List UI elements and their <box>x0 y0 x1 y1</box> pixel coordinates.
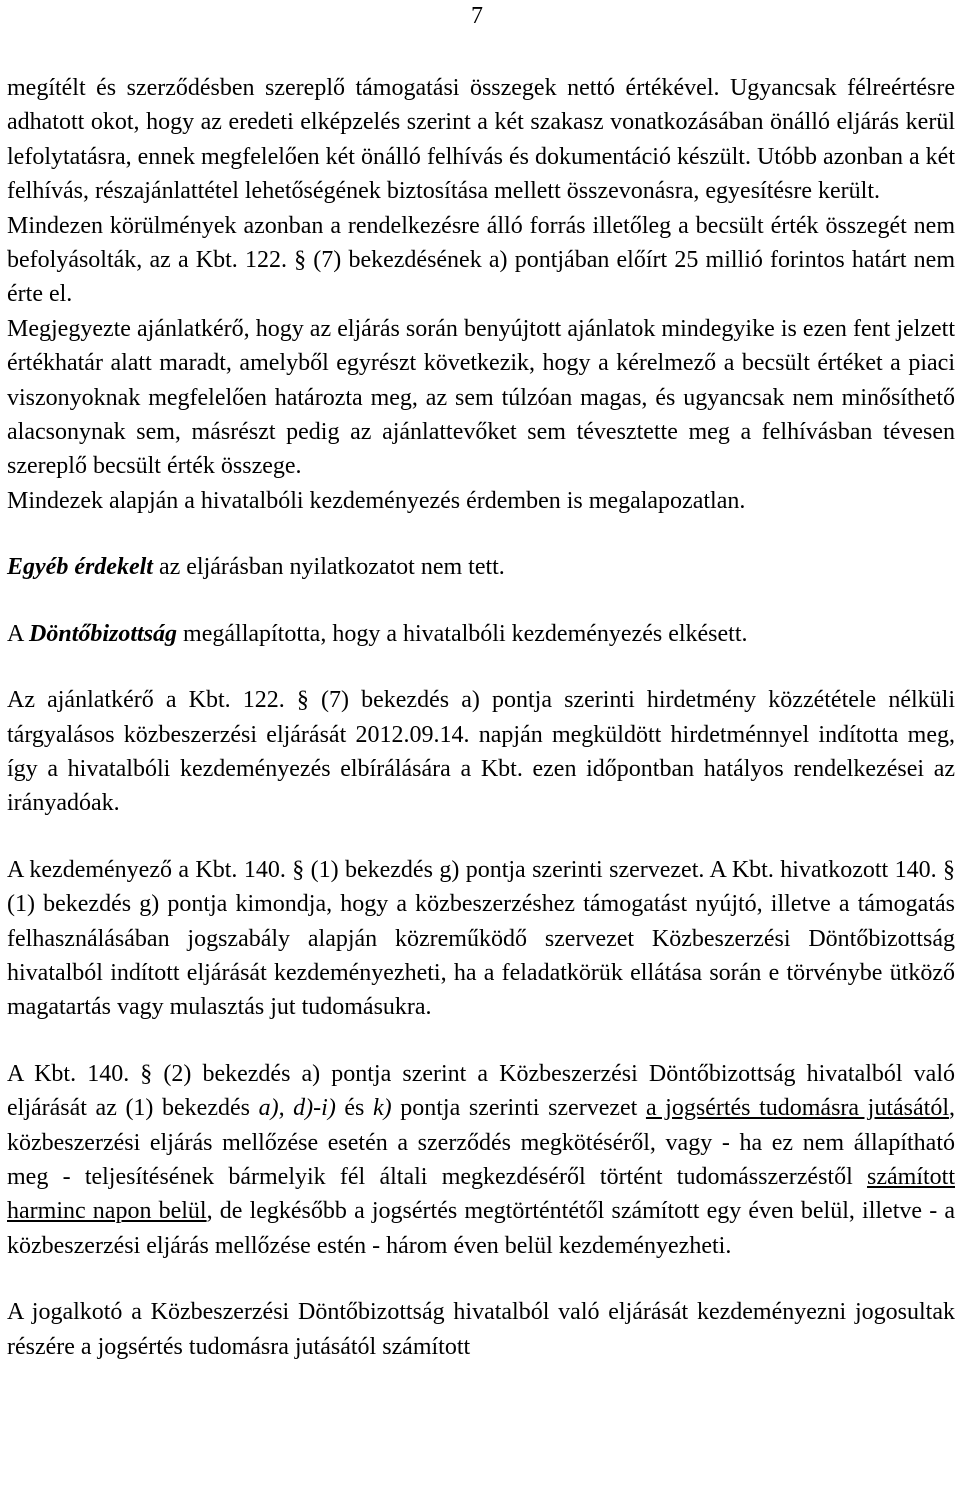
text-run: A Kbt. 140. § (2) bekezdés a) pontja szerint a Közbeszerzési Döntőbizottság hivatalból való eljárását az (1) bekezdés <box>7 1060 955 1122</box>
paragraph-9 <box>7 1057 955 1263</box>
italic-run: k) <box>373 1095 392 1122</box>
underlined-run: számított harminc napon belül <box>7 1163 955 1225</box>
paragraph-10: A jogalkotó a Közbeszerzési Döntőbizottság hivatalból való eljárását kezdeményezni jogosultak részére a jogsértés tudomásra jutásától számított <box>7 1299 955 1360</box>
text-run: és <box>335 1095 373 1122</box>
underlined-run: a jogsértés tudomásra jutásától <box>645 1095 949 1122</box>
paragraph-4: Mindezek alapján a hivatalbóli kezdeményezés érdemben is megalapozatlan. <box>7 487 746 514</box>
bold-italic-term: Egyéb érdekelt <box>7 554 153 581</box>
paragraph-6 <box>7 617 955 651</box>
document-body <box>7 71 955 1364</box>
paragraph-8: A kezdeményező a Kbt. 140. § (1) bekezdés g) pontja szerinti szervezet. A Kbt. hivatkozott 140. § (1) bekezdés g) pontja kimondja, hogy a közbeszerzéshez támogatást nyújtó, illetve a támogatás felhasználásában jogszabály alapján közreműködő szervezet Közbeszerzési Döntőbizottság hivatalból indított eljárását kezdeményezheti, ha a feladatkörük ellátása során e törvénybe ütköző magatartás vagy mulasztás jut tudomásukra. <box>7 856 955 1021</box>
text-run: pontja szerinti szervezet <box>391 1095 646 1122</box>
text-run: az eljárásban nyilatkozatot nem tett. <box>152 554 505 581</box>
bold-italic-term: Döntőbizottság <box>29 620 178 647</box>
paragraph-7: Az ajánlatkérő a Kbt. 122. § (7) bekezdés a) pontja szerinti hirdetmény közzététele nélküli tárgyalásos közbeszerzési eljárását 2012.09.14. napján megküldött hirdetménnyel indította meg, így a hivatalbóli kezdeményezés elbírálására a Kbt. ezen időpontban hatályos rendelkezései az irányadóak. <box>7 687 955 817</box>
paragraph-5 <box>7 550 955 584</box>
paragraph-1: megítélt és szerződésben szereplő támogatási összegek nettó értékével. Ugyancsak félreértésre adhatott okot, hogy az eredeti elképzelés szerint a két szakasz vonatkozásában önálló eljárás kerül lefolytatásra, ennek megfelelően két önálló felhívás és dokumentáció készült. Utóbb azonban a két felhívás, részajánlattétel lehetőségének biztosítása mellett összevonásra, egyesítésre került. <box>7 75 955 205</box>
text-run: megállapította, hogy a hivatalbóli kezdeményezés elkésett. <box>177 620 748 647</box>
text-run: , de legkésőbb a jogsértés megtörténtétől számított egy éven belül, illetve - a közbeszerzési eljárás mellőzése estén - három éven belül kezdeményezheti. <box>7 1198 956 1259</box>
text-run: A <box>7 620 30 647</box>
paragraph-3: Megjegyezte ajánlatkérő, hogy az eljárás során benyújtott ajánlatok mindegyike is ezen fent jelzett értékhatár alatt maradt, amelyből egyrészt következik, hogy a kérelmező a becsült értéket a piaci viszonyoknak megfelelően határozta meg, az sem túlzóan magas, és ugyancsak nem minősíthető alacsonynak sem, másrészt pedig az ajánlattevőket sem tévesztette meg a felhívásban tévesen szereplő becsült érték összege. <box>7 315 955 480</box>
page-number: 7 <box>471 3 483 29</box>
paragraph-2: Mindezen körülmények azonban a rendelkezésre álló forrás illetőleg a becsült érték összegét nem befolyásolták, az a Kbt. 122. § (7) bekezdésének a) pontjában előírt 25 millió forintos határt nem érte el. <box>7 212 955 308</box>
text-run: , közbeszerzési eljárás mellőzése esetén a szerződés megkötéséről, vagy - ha ez nem állapítható meg - teljesítésének bármelyik fél általi megkezdéséről történt tudomásszerzéstől <box>7 1095 955 1190</box>
italic-run: a), d)-i) <box>258 1095 336 1122</box>
